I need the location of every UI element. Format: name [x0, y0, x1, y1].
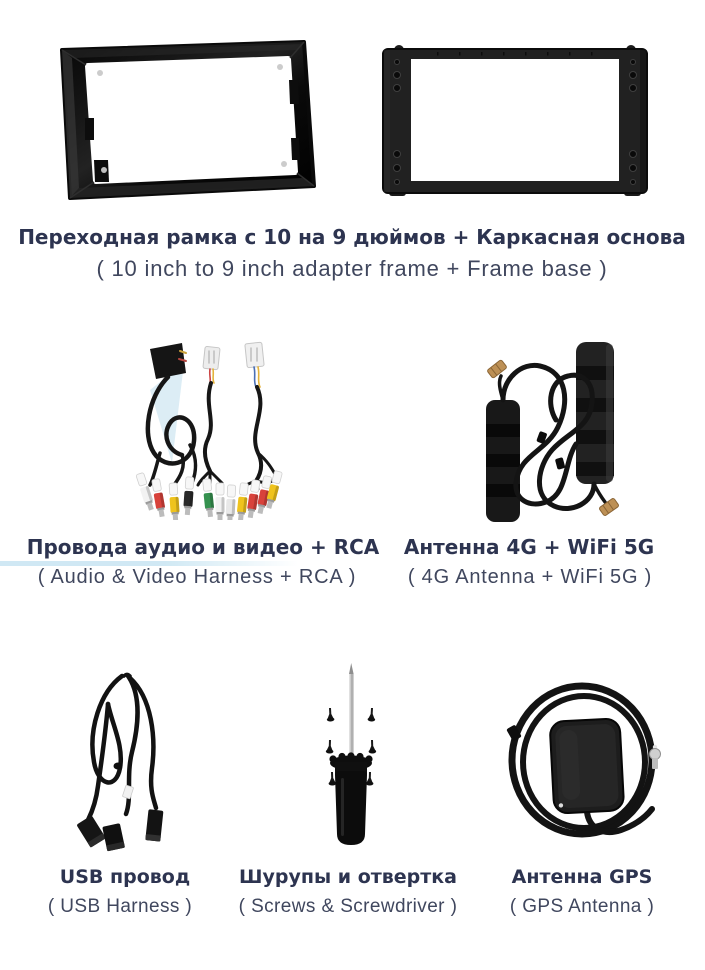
usb-title-en: ( USB Harness ) — [47, 896, 193, 917]
usb-title-ru: USB провод — [59, 866, 191, 888]
av-harness-title-en: ( Audio & Video Harness + RCA ) — [37, 566, 357, 588]
usb-cable-photo — [68, 668, 188, 853]
adapter-frame-body — [62, 42, 314, 198]
av-harness-title-ru: Провода аудио и видео + RCA — [26, 535, 380, 559]
gps-title-en: ( GPS Antenna ) — [509, 896, 655, 917]
cable-knot — [114, 763, 123, 770]
gps-antenna-photo — [495, 668, 675, 853]
gps-title-ru: Антенна GPS — [511, 866, 653, 888]
frame-base-photo — [375, 42, 655, 200]
screws-screwdriver-photo — [285, 658, 425, 853]
adapter-frame-title-ru: Переходная рамка с 10 на 9 дюймов + Каркасная основа — [18, 225, 686, 249]
gps-puck — [550, 718, 625, 814]
av-harness-photo — [120, 335, 300, 520]
cable-tag — [122, 785, 133, 799]
screws-title-en: ( Screws & Screwdriver ) — [238, 896, 458, 917]
usb-cables — [88, 675, 156, 821]
adapter-frame-title-en: ( 10 inch to 9 inch adapter frame + Frame base ) — [96, 256, 608, 281]
frame-base-body — [383, 45, 647, 196]
antenna-4g-title-en: ( 4G Antenna + WiFi 5G ) — [407, 566, 653, 588]
sma-connector-gold — [487, 360, 507, 379]
screws-title-ru: Шурупы и отвертка — [239, 866, 457, 888]
adapter-frame-photo — [52, 40, 319, 200]
screwdriver — [329, 663, 372, 845]
antenna-4g-title-ru: Антенна 4G + WiFi 5G — [403, 535, 655, 559]
cable-tie — [555, 457, 566, 470]
4g-wifi-antenna-photo — [472, 332, 627, 527]
